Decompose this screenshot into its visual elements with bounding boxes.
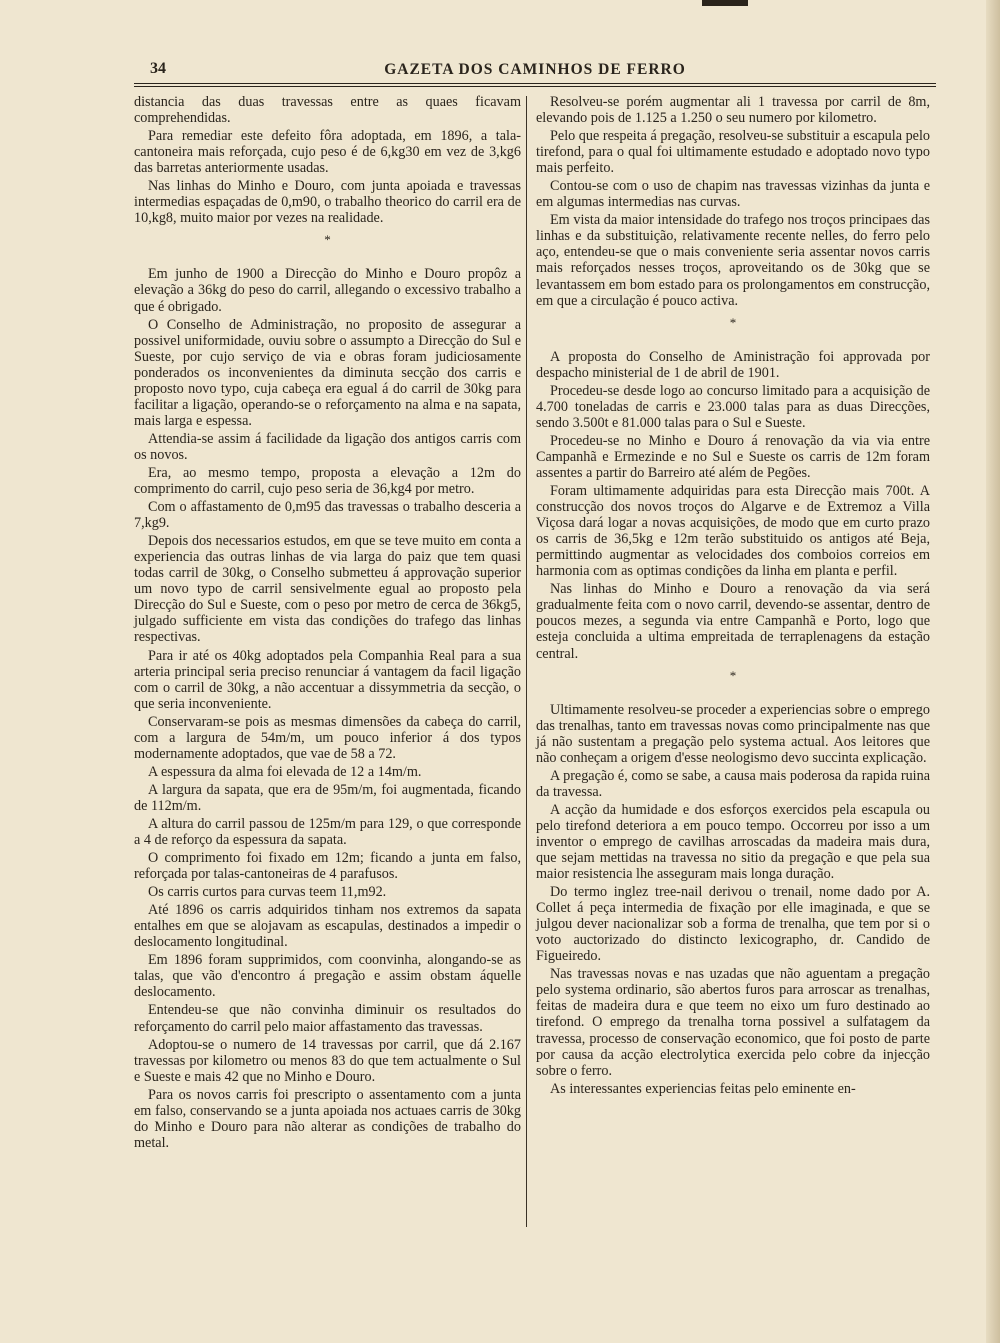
paragraph: Para os novos carris foi prescripto o assentamento com a junta em falso, conservando se a junta apoiada nos actuaes carris de 30kg do Minho e Douro para não alterar as condições de trabalho do metal. <box>134 1086 521 1151</box>
section-separator: * <box>324 232 331 248</box>
paragraph: Em vista da maior intensidade do trafego nos troços principaes das linhas e da substituição, relativamente recente nelles, do ferro pelo aço, entendeu-se que o mais conveniente seria assentar novos carris mais reforçados nesses troços, aproveitando os de 30kg que se levantassem em bom estado para os prolongamentos em construcção, em que a circulação é pouco activa. <box>536 212 930 309</box>
paragraph: Do termo inglez tree-nail derivou o trenail, nome dado por A. Collet á peça intermedia de fixação por elle imaginada, e que se julgou dever nacionalizar sob a forma de trenalha, que tem por si o voto auctorizado do distincto lexicographo, dr. Candido de Figueiredo. <box>536 884 930 965</box>
paragraph: As interessantes experiencias feitas pelo eminente en- <box>550 1080 856 1097</box>
paragraph: Contou-se com o uso de chapim nas travessas vizinhas da junta e em algumas intermedias nas curvas. <box>536 178 930 211</box>
paragraph: Entendeu-se que não convinha diminuir os resultados do reforçamento do carril pelo maior affastamento das travessas. <box>134 1002 521 1035</box>
paragraph: Adoptou-se o numero de 14 travessas por carril, que dá 2.167 travessas por kilometro ou menos 83 do que tem actualmente o Sul e Sueste e mais 42 que no Minho e Douro. <box>134 1036 521 1085</box>
paragraph: Para ir até os 40kg adoptados pela Companhia Real para a sua arteria principal seria preciso renunciar á vantagem da facil ligação com o carril de 30kg, a não accentuar a dissymmetria da secção, o que seria inconveniente. <box>134 647 521 712</box>
paragraph: A acção da humidade e dos esforços exercidos pela escapula ou pelo tirefond deteriora a em pouco tempo. Occorreu por isso a um inventor o emprego de cavilhas arroscadas da madeira mais dura, que sejam mettidas na travessa no sitio da pregação e que pela sua maior resistencia lhe asseguram mais longa duração. <box>536 801 930 883</box>
paragraph: Procedeu-se desde logo ao concurso limitado para a acquisição de 4.700 toneladas de carris e 23.000 talas para as duas Direcções, sendo 3.500t e 81.000 talas para o Sul e Sueste. <box>536 382 930 431</box>
paragraph: Depois dos necessarios estudos, em que se teve muito em conta a experiencia das outras linhas de via larga do paiz que tem quasi todas carril de 30kg, o Conselho submetteu á approvação superior um novo typo de carril sensivelmente egual ao proposto pela Direcção do Sul e Sueste, com o peso por metro de cerca de 36kg5, julgado sufficiente em vista das condições do trafego das linhas respectivas. <box>134 533 521 646</box>
paragraph: Conservaram-se pois as mesmas dimensões da cabeça do carril, com a largura de 54m/m, um pouco inferior á dos typos modernamente adoptados, que vae de 58 a 72. <box>134 713 521 762</box>
paragraph: A proposta do Conselho de Aministração foi approvada por despacho ministerial de 1 de abril de 1901. <box>536 348 930 381</box>
paragraph: A espessura da alma foi elevada de 12 a 14m/m. <box>148 763 422 780</box>
paragraph: O comprimento foi fixado em 12m; ficando a junta em falso, reforçada por talas-cantoneiras de 4 parafusos. <box>134 850 521 883</box>
paragraph: distancia das duas travessas entre as quaes ficavam comprehendidas. <box>134 94 521 127</box>
paragraph: Para remediar este defeito fôra adoptada, em 1896, a tala-cantoneira mais reforçada, cujo peso é de 6,kg30 em vez de 3,kg6 das barretas anteriormente usadas. <box>134 128 521 177</box>
left-column <box>134 94 521 1153</box>
paragraph: Procedeu-se no Minho e Douro á renovação da via via entre Campanhã e Ermezinde e no Sul e Sueste os carris de 12m foram assentes a partir do Barreiro até além de Pegões. <box>536 432 930 481</box>
paragraph: A pregação é, como se sabe, a causa mais poderosa da rapida ruina da travessa. <box>536 767 930 800</box>
column-divider <box>526 96 527 1227</box>
paragraph: Nas travessas novas e nas uzadas que não aguentam a pregação pelo systema ordinario, são abertos furos para arroscar as trenalhas, feitas de madeira dura e que teem no eixo um furo destinado ao tirefond. O emprego da trenalha torna possivel a sulfatagem da travessa, processo de conservação economico, que foi posto de parte por causa da acção electrolytica exercida pelo cobre da injecção sobre o ferro. <box>536 966 930 1079</box>
paragraph: Em junho de 1900 a Direcção do Minho e Douro propôz a elevação a 36kg do peso do carril, allegando o excessivo trabalho a que é obrigado. <box>134 266 521 315</box>
paragraph: Attendia-se assim á facilidade da ligação dos antigos carris com os novos. <box>134 430 521 463</box>
right-column <box>536 94 930 1099</box>
paragraph: O Conselho de Administração, no proposito de assegurar a possivel uniformidade, ouviu sobre o assumpto a Direcção do Sul e Sueste, por cujo serviço de via e obras foram judiciosamente ponderados os inconvenientes da diminuta secção dos carris e proposto novo typo, cuja cabeça era egual á do carril de 30kg para facilitar a ligação, operando-se o reforçamento na alma e na sapata, mais larga e espessa. <box>134 316 521 429</box>
paragraph: A largura da sapata, que era de 95m/m, foi augmentada, ficando de 112m/m. <box>134 781 521 814</box>
paragraph: Foram ultimamente adquiridas para esta Direcção mais 700t. A construcção dos novos troços do Algarve e de Extremoz a Villa Viçosa dará logar a novas acquisições, de modo que em curto prazo os carris de 36,5kg e 12m terão substituido os antigos até Beja, permittindo augmentar as velocidades dos comboios correios em harmonia com as optimas condições da linha em planta e perfil. <box>536 483 930 580</box>
page-number: 34 <box>150 60 166 77</box>
paragraph: Os carris curtos para curvas teem 11,m92. <box>148 884 387 901</box>
journal-title: GAZETA DOS CAMINHOS DE FERRO <box>384 61 686 78</box>
paragraph: Ultimamente resolveu-se proceder a experiencias sobre o emprego das trenalhas, tanto em travessas novas como principalmente nas que já não sustentam a pregação pelo systema actual. Aos leitores que não conheçam a origem d'esse neologismo devo succinta explicação. <box>536 701 930 766</box>
paragraph: A altura do carril passou de 125m/m para 129, o que corresponde a 4 de reforço da espessura da sapata. <box>134 815 521 849</box>
page-edge-mark <box>702 0 748 6</box>
paragraph: Resolveu-se porém augmentar ali 1 travessa por carril de 8m, elevando pois de 1.125 a 1.250 o seu numero por kilometro. <box>536 94 930 127</box>
paragraph: Com o affastamento de 0,m95 das travessas o trabalho desceria a 7,kg9. <box>134 499 521 532</box>
section-separator: * <box>729 667 737 683</box>
paragraph: Era, ao mesmo tempo, proposta a elevação a 12m do comprimento do carril, cujo peso seria de 36,kg4 por metro. <box>134 464 521 498</box>
header-rule <box>134 83 936 87</box>
paragraph: Pelo que respeita á pregação, resolveu-se substituir a escapula pelo tirefond, para o qual foi ultimamente estudado e adoptado novo typo mais perfeito. <box>536 128 930 177</box>
page-edge <box>986 0 1000 1343</box>
paragraph: Nas linhas do Minho e Douro a renovação da via será gradualmente feita com o novo carril, devendo-se assentar, dentro de poucos mezes, a segunda via entre Campanhã e Porto, logo que esteja concluida a ultima empreitada de terraplenagens da estação central. <box>536 581 930 662</box>
paragraph: Até 1896 os carris adquiridos tinham nos extremos da sapata entalhes em que se alojavam as escapulas, destinados a impedir o deslocamento longitudinal. <box>134 902 521 951</box>
paragraph: Nas linhas do Minho e Douro, com junta apoiada e travessas intermedias espaçadas de 0,m90, o trabalho theorico do carril era de 10,kg8, muito maior por vezes na realidade. <box>134 178 521 227</box>
running-header <box>134 56 936 82</box>
paragraph: Em 1896 foram supprimidos, com coonvinha, alongando-se as talas, que vão d'encontro á pregação e assim obstam áquelle deslocamento. <box>134 952 521 1001</box>
section-separator: * <box>729 314 737 330</box>
